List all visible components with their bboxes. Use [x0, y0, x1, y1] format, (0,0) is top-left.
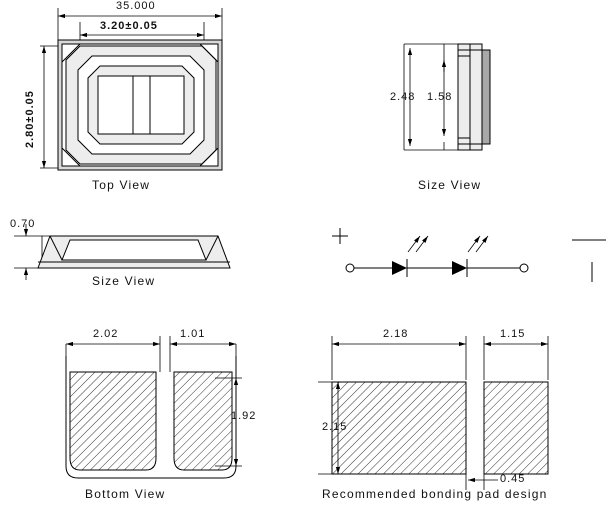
dim-248: 2.48	[390, 91, 416, 103]
dim-pad-height-bottom: 1.92	[231, 410, 257, 422]
caption-size-view-left: Size View	[92, 274, 156, 288]
dim-pad-a-width-bottom: 2.02	[93, 328, 119, 340]
dim-pad-b-width-bottom: 1.01	[180, 328, 206, 340]
dim-pad-b-width-bonding: 1.15	[500, 328, 526, 340]
dim-overall-width: 35.000	[116, 0, 156, 12]
dim-pad-gap-bonding: 0.45	[500, 473, 526, 485]
caption-bottom-view: Bottom View	[85, 487, 166, 501]
dim-body-width: 3.20±0.05	[100, 20, 158, 32]
dim-body-height: 2.80±0.05	[24, 90, 36, 148]
caption-size-view-right: Size View	[418, 178, 482, 192]
dim-thickness: 0.70	[10, 218, 36, 230]
dim-158: 1.58	[427, 91, 453, 103]
dim-pad-a-width-bonding: 2.18	[383, 328, 409, 340]
caption-top-view: Top View	[92, 178, 151, 192]
dim-pad-height-bonding: 2.15	[322, 421, 348, 433]
caption-bonding-pad-design: Recommended bonding pad design	[322, 487, 548, 501]
